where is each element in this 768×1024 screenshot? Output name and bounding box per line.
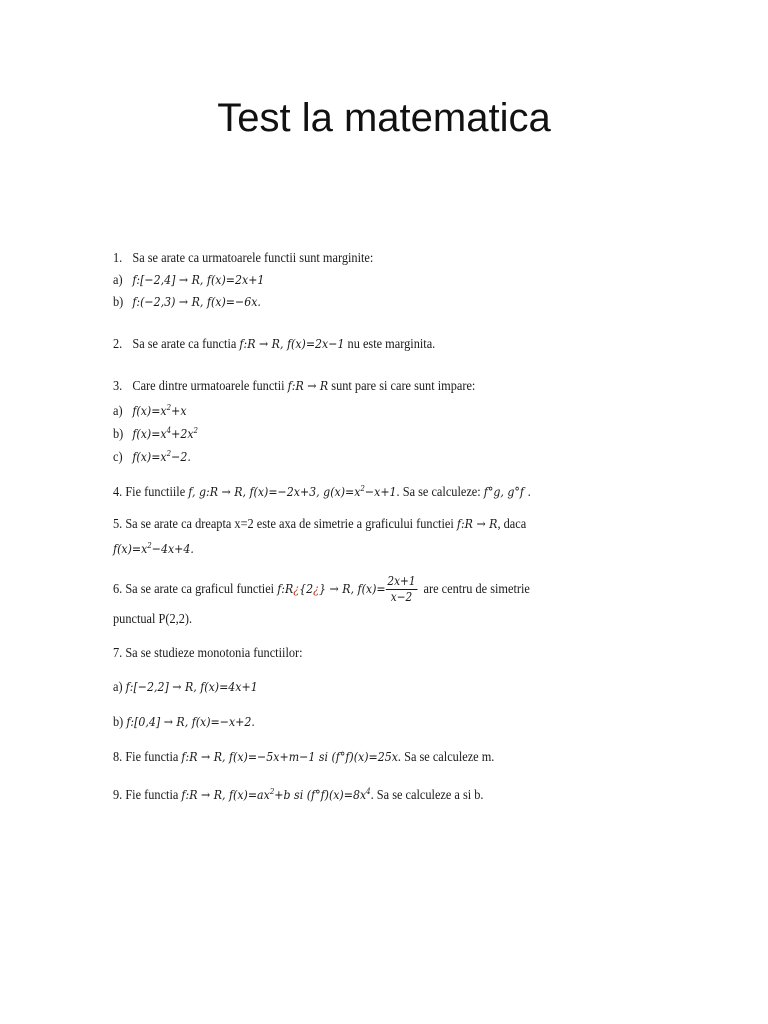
problem-5-cont — [113, 537, 194, 559]
problem-number: 3. — [113, 379, 123, 394]
fraction: $\frac{2x+1}{x-2}$ — [387, 574, 416, 605]
problem-text: . Sa se calculeze m. — [397, 750, 495, 765]
problem-text: , daca — [497, 517, 527, 532]
problem-7-a — [113, 678, 258, 697]
problem-1-a — [113, 271, 264, 290]
item-label: b) — [113, 295, 124, 310]
math-expression: $f(x)=x^4+2x^2$ — [132, 426, 199, 442]
math-expression: f:R → R, f(x)=−5x+m−1 si (f°f)(x)=25x — [181, 749, 398, 764]
problem-7-b — [113, 713, 255, 732]
item-label: c) — [113, 450, 123, 466]
problem-text: sunt pare si care sunt impare: — [328, 379, 476, 394]
problem-3-c — [113, 445, 191, 467]
problem-text: are centru de simetrie — [423, 582, 530, 597]
math-expression: f°g, g°f . — [483, 484, 531, 500]
math-expression: f:[−2,2] → R, f(x)=4x+1 — [125, 679, 258, 694]
math-expression: f:(−2,3) → R, f(x)=−6x. — [132, 294, 261, 309]
problem-1 — [113, 250, 373, 268]
item-label: a) — [113, 680, 126, 695]
math-expression: f:[0,4] → R, f(x)=−x+2. — [126, 714, 255, 729]
problem-3 — [113, 377, 475, 396]
math-expression: f:R → R — [287, 378, 329, 393]
math-expression: f, g:R → R, f(x)=−2x+3, $g(x)=x^2-x+1$ — [188, 484, 397, 500]
problem-text: Sa se arate ca functia — [132, 337, 240, 352]
problem-text: Care dintre urmatoarele functii — [132, 379, 288, 394]
item-label: a) — [113, 273, 123, 288]
math-expression: f:R → R, f(x)=2x−1 — [239, 336, 345, 351]
problem-text: 6. Sa se arate ca graficul functiei — [113, 582, 278, 597]
item-label: a) — [113, 404, 123, 420]
red-glyph: ¿ — [313, 581, 320, 596]
item-label: b) — [113, 427, 124, 443]
problem-text: punctual P(2,2). — [113, 612, 193, 627]
math-expression: f:[−2,4] → R, f(x)=2x+1 — [132, 272, 265, 287]
math-expression: $f(x)=x^2-2$. — [132, 449, 191, 465]
problem-6-cont — [113, 611, 192, 629]
problem-text: 8. Fie functia — [113, 750, 182, 765]
problem-7 — [113, 645, 303, 663]
problem-5 — [113, 515, 526, 534]
problem-number: 1. — [113, 251, 123, 266]
problem-text: Sa se arate ca urmatoarele functii sunt marginite: — [132, 251, 374, 266]
math-expression: f:R → R — [456, 516, 498, 531]
problem-text: 4. Fie functiile — [113, 485, 189, 501]
problem-3-a — [113, 399, 187, 421]
item-label: b) — [113, 715, 127, 730]
problem-8 — [113, 748, 494, 767]
math-expression: $f(x)=x^2+x$ — [132, 403, 187, 419]
problem-text: nu este marginita. — [344, 337, 436, 352]
problem-3-b — [113, 422, 198, 444]
problem-2 — [113, 335, 435, 354]
problem-text: 7. Sa se studieze monotonia functiilor: — [113, 646, 303, 661]
page-title: Test la matematica — [217, 96, 551, 140]
math-expression: f:R¿{2¿} → R, f(x)= — [277, 581, 386, 596]
math-expression: $f(x)=x^2-4x+4$. — [113, 541, 194, 557]
problem-text: . Sa se calculeze a si b. — [370, 788, 484, 804]
problem-text: 9. Fie functia — [113, 788, 182, 804]
problem-4 — [113, 480, 531, 502]
problem-text: . Sa se calculeze: — [396, 485, 484, 501]
problem-1-b — [113, 293, 261, 312]
red-glyph: ¿ — [293, 581, 300, 596]
math-expression: f:R → R, $f(x)=ax^2+b$ si $(f^\circ f)(x)=8x^4$ — [181, 787, 371, 803]
problem-number: 2. — [113, 337, 123, 352]
problem-text: 5. Sa se arate ca dreapta x=2 este axa de simetrie a graficului functiei — [113, 517, 457, 532]
problem-9 — [113, 783, 484, 805]
problem-6 — [113, 572, 530, 607]
